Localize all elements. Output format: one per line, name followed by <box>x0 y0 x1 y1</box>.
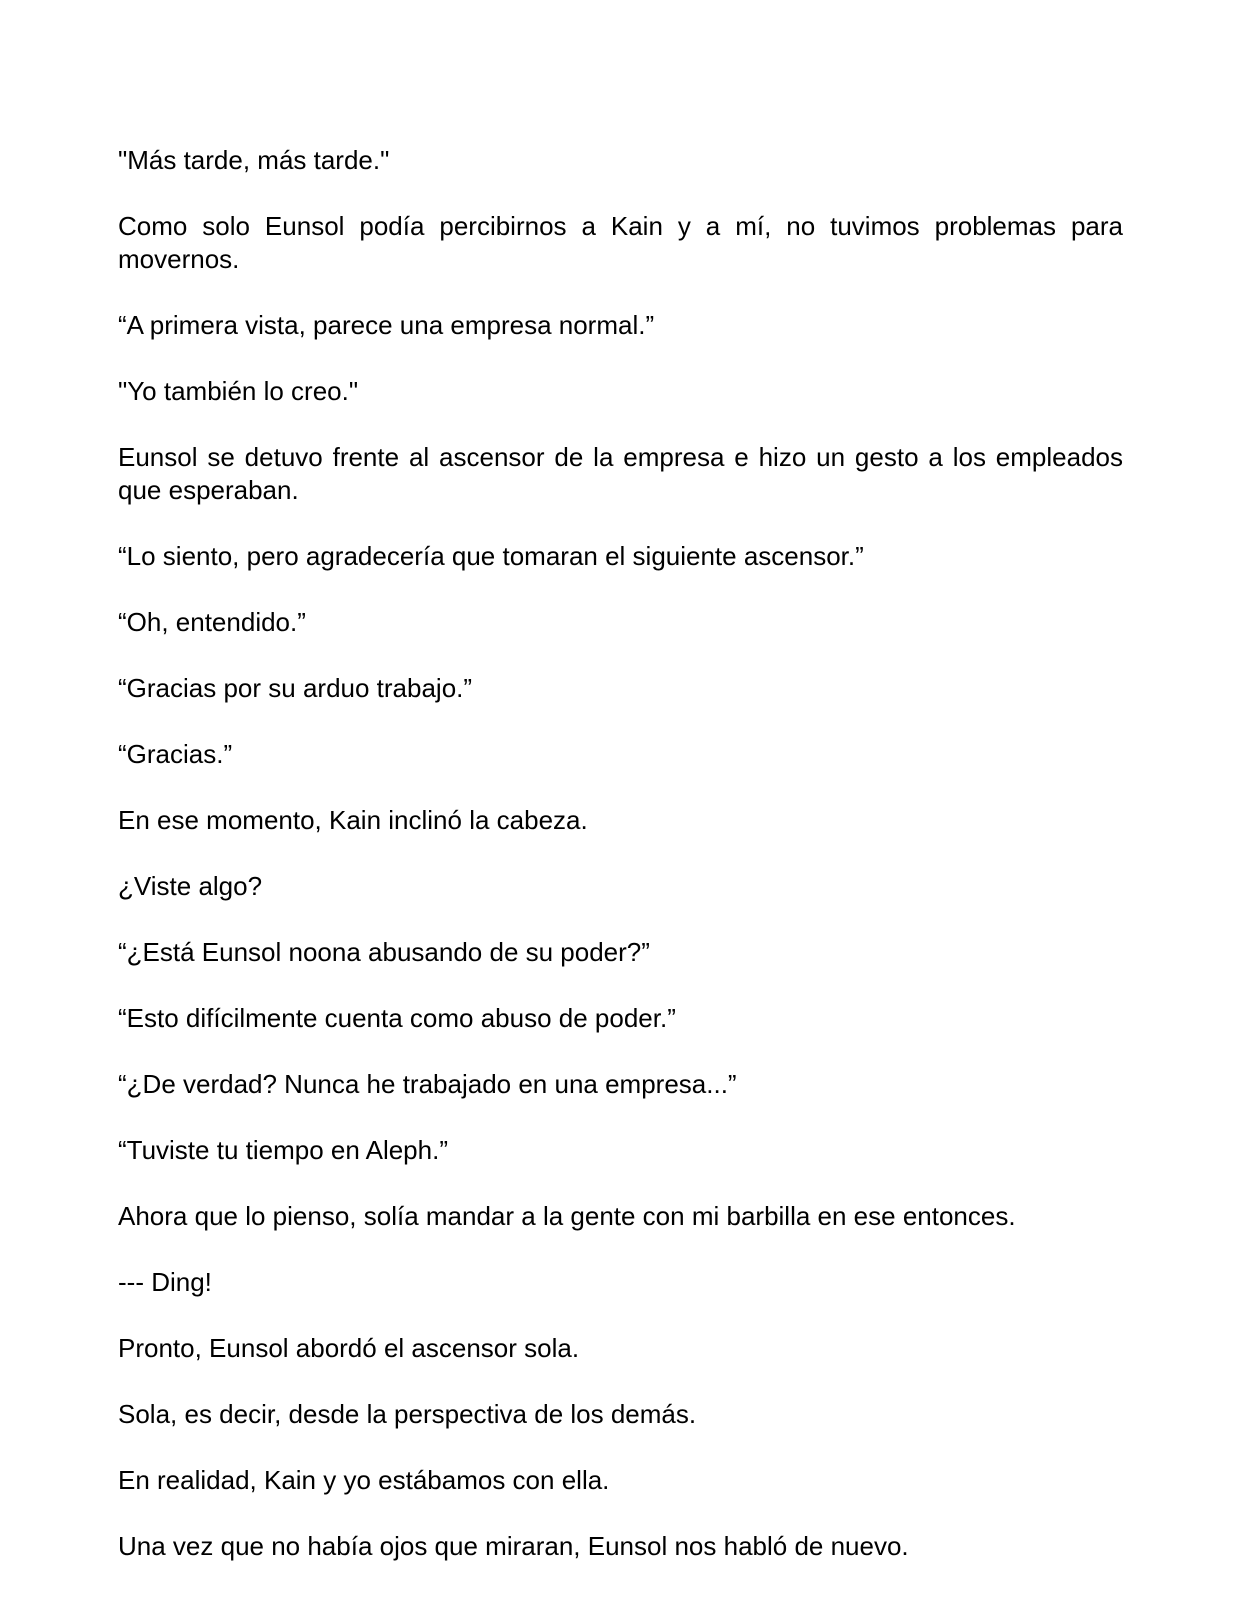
document-body <box>118 144 1123 1596</box>
paragraph: Pronto, Eunsol abordó el ascensor sola. <box>118 1333 580 1363</box>
paragraph: "Más tarde, más tarde." <box>118 145 390 175</box>
paragraph: En ese momento, Kain inclinó la cabeza. <box>118 805 588 835</box>
paragraph: “Lo siento, pero agradecería que tomaran el siguiente ascensor.” <box>118 541 864 571</box>
paragraph: --- Ding! <box>118 1267 212 1297</box>
paragraph: Eunsol se detuvo frente al ascensor de la empresa e hizo un gesto a los empleados que esperaban. <box>118 442 1123 505</box>
paragraph: Una vez que no había ojos que miraran, Eunsol nos habló de nuevo. <box>118 1531 909 1561</box>
paragraph: ¿Viste algo? <box>118 871 263 901</box>
paragraph: En realidad, Kain y yo estábamos con ella. <box>118 1465 610 1495</box>
paragraph: “Gracias.” <box>118 739 233 769</box>
paragraph: Ahora que lo pienso, solía mandar a la gente con mi barbilla en ese entonces. <box>118 1201 1016 1231</box>
paragraph: “A primera vista, parece una empresa normal.” <box>118 310 655 340</box>
paragraph: “¿De verdad? Nunca he trabajado en una empresa...” <box>118 1069 737 1099</box>
paragraph: “Tuviste tu tiempo en Aleph.” <box>118 1135 448 1165</box>
paragraph: Como solo Eunsol podía percibirnos a Kain y a mí, no tuvimos problemas para movernos. <box>118 211 1123 274</box>
paragraph: “¿Está Eunsol noona abusando de su poder?” <box>118 937 650 967</box>
paragraph: “Esto difícilmente cuenta como abuso de poder.” <box>118 1003 676 1033</box>
paragraph: "Yo también lo creo." <box>118 376 359 406</box>
paragraph: “Oh, entendido.” <box>118 607 306 637</box>
paragraph: Sola, es decir, desde la perspectiva de los demás. <box>118 1399 697 1429</box>
paragraph: “Gracias por su arduo trabajo.” <box>118 673 473 703</box>
